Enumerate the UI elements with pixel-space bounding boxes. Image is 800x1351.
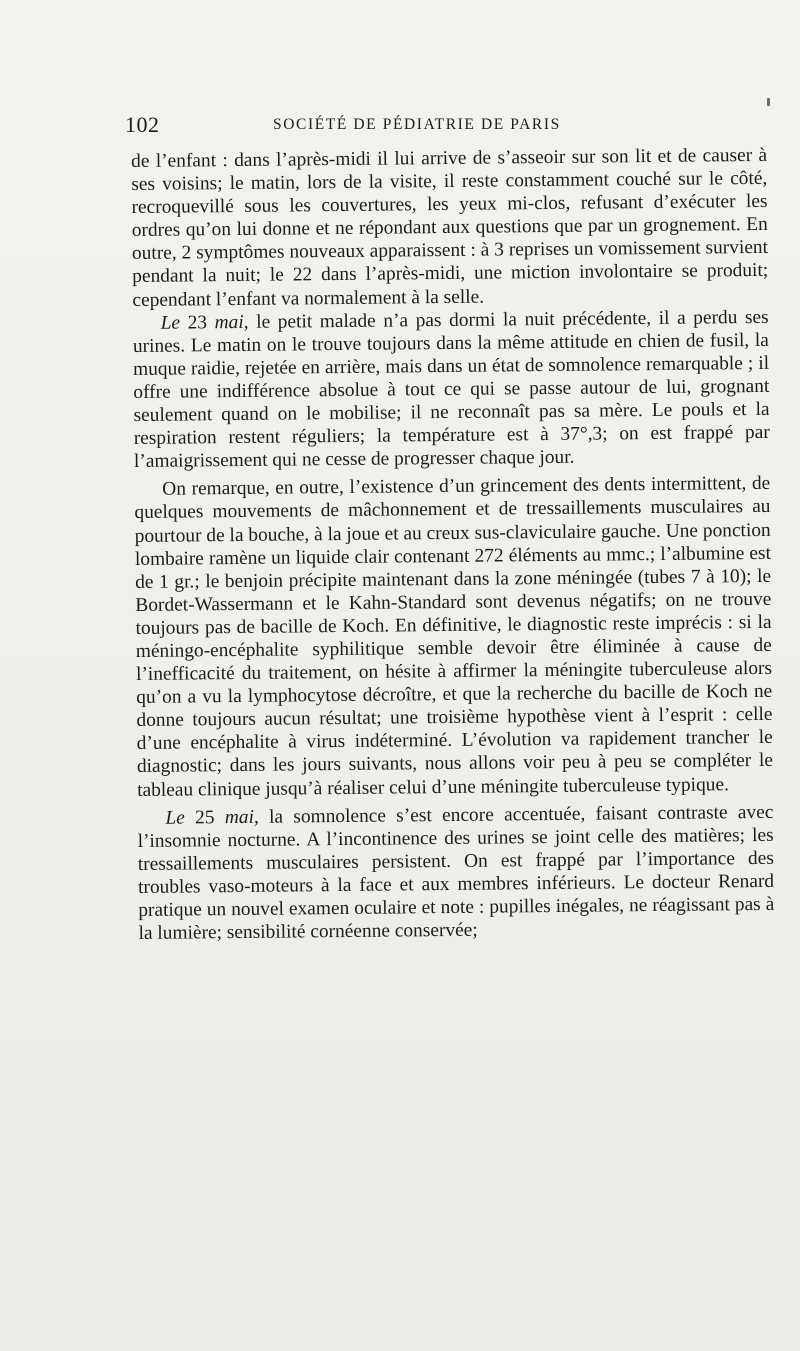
body-text (131, 144, 775, 945)
paragraph-4-date-prefix: Le (165, 807, 185, 829)
paragraph-4 (137, 800, 774, 945)
paragraph-2-date-prefix: Le (160, 312, 181, 334)
paragraph-4-date-number: 25 (184, 806, 225, 829)
paragraph-4-text: la somnolence s’est encore accentuée, faisant contraste avec l’insomnie nocturne. A l’incontinence des urines se joint celle des matières; les tressaillements musculaires persistent. On est frappé par l’importance des troubles vaso-moteurs à la face et aux membres inférieurs. Le docteur Renard pratique un nouvel examen oculaire et note : pupilles inégales, ne réagissant pas à la lumière; sensibilité cornéenne conservée; (137, 801, 775, 945)
page-header (125, 112, 770, 142)
paragraph-4-date-month: mai, (224, 806, 259, 828)
paragraph-3-text: On remarque, en outre, l’existence d’un grincement des dents intermittent, de quelques mouvements de mâchonnement et de tressaillements musculaires au pourtour de la bouche, à la joue et au creux sus-claviculaire gauche. Une ponction lombaire ramène un liquide clair contenant 272 éléments au mmc.; l’albumine est de 1 gr.; le benjoin précipite maintenant dans la zone méningée (tubes 7 à 10); le Bordet-Wassermann et le Kahn-Standard sont devenus négatifs; on ne trouve toujours pas de bacille de Koch. En définitive, le diagnostic reste imprécis : si la méningo-encéphalite syphilitique semble devoir être éliminée à cause de l’inefficacité du traitement, on hésite à affirmer la méningite tuberculeuse alors qu’on a vu la lymphocytose décroître, et que la recherche du bacille de Koch ne donne toujours aucun résultat; une troisième hypothèse vient à l’esprit : celle d’une encéphalite à virus indéterminé. L’évolution va rapidement trancher le diagnostic; dans les jours suivants, nous allons voir peu à peu se compléter le tableau clinique jusqu’à réaliser celui d’une méningite tuberculeuse typique. (134, 473, 773, 801)
running-head: SOCIÉTÉ DE PÉDIATRIE DE PARIS (273, 116, 561, 133)
paragraph-2 (133, 306, 771, 474)
scan-speck (767, 98, 770, 106)
paragraph-1-text: de l’enfant : dans l’après-midi il lui arrive de s’asseoir sur son lit et de causer à ses voisins; le matin, lors de la visite, il reste constamment couché sur le côté, recroquevillé sous les couvertures, les yeux mi-clos, refusant d’exécuter les ordres qu’on lui donne et ne répondant aux questions que par un grognement. En outre, 2 symptômes nouveaux apparaissent : à 3 reprises un vomissement survient pendant la nuit; le 22 dans l’après-midi, une miction involontaire se produit; cependant l’enfant va normalement à la selle. (131, 144, 769, 311)
paragraph-2-text: le petit malade n’a pas dormi la nuit précédente, il a perdu ses urines. Le matin on le trouve toujours dans la même attitude en chien de fusil, la muque raidie, rejetée en arrière, mais dans un état de somnolence remarquable ; il offre une indifférence absolue à tout ce qui se passe autour de lui, grognant seulement quand on le mobilise; il ne reconnaît pas sa mère. Le pouls et la respiration restent réguliers; la température est à 37°,3; on est frappé par l’amaigrissement qui ne cesse de progresser chaque jour. (132, 306, 770, 473)
paragraph-2-date-month: mai, (214, 311, 249, 333)
paragraph-2-date-number: 23 (179, 311, 215, 334)
paragraph-3 (134, 472, 773, 801)
paragraph-1 (131, 144, 769, 312)
page-number: 102 (125, 112, 160, 137)
